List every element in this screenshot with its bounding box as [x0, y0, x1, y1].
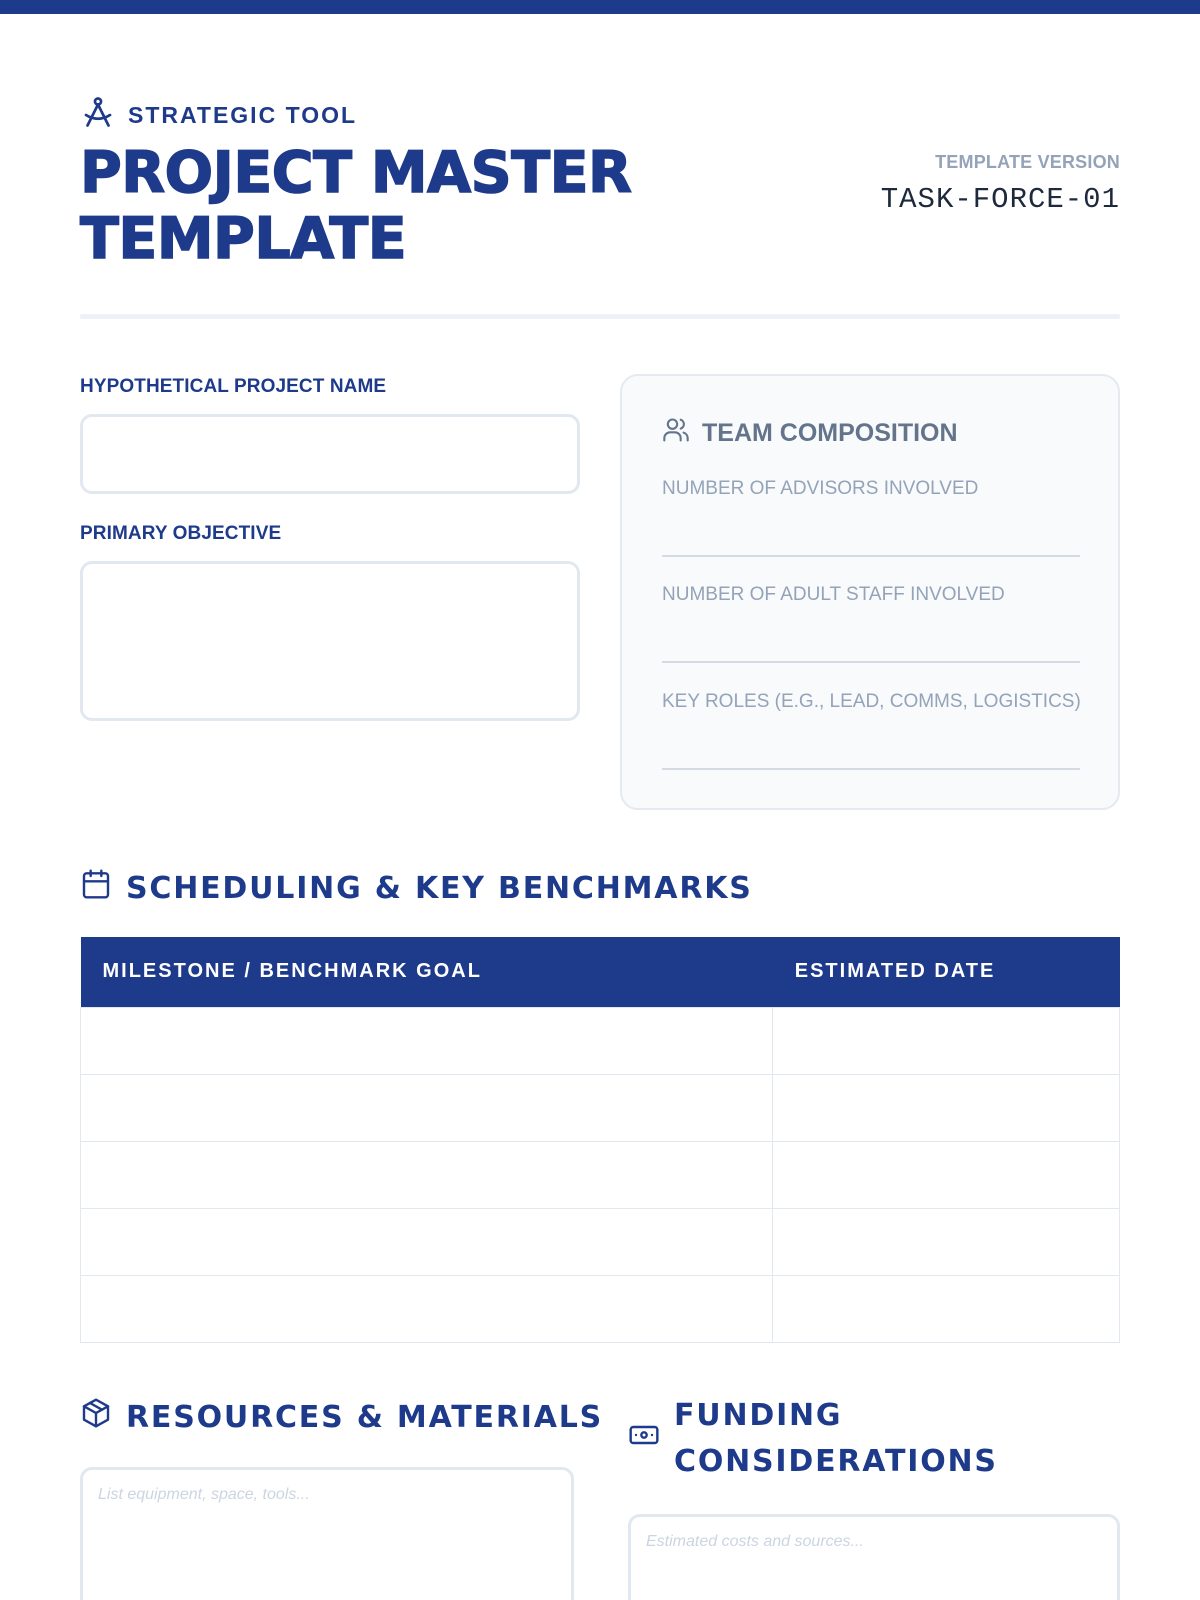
primary-objective-input[interactable] — [80, 561, 580, 721]
drafting-compass-icon — [80, 94, 116, 136]
table-row — [81, 1141, 1120, 1208]
date-cell[interactable] — [773, 1275, 1120, 1342]
staff-count-label: NUMBER OF ADULT STAFF INVOLVED — [662, 584, 1005, 605]
table-row — [81, 1208, 1120, 1275]
version-code: TASK-FORCE-01 — [880, 183, 1120, 216]
milestone-column-header: MILESTONE / BENCHMARK GOAL — [81, 937, 773, 1007]
milestone-cell[interactable] — [81, 1074, 773, 1141]
table-row — [81, 1074, 1120, 1141]
benchmarks-table — [80, 937, 1120, 1343]
milestone-cell[interactable] — [81, 1275, 773, 1342]
eyebrow — [80, 94, 357, 136]
funding-title-line2: CONSIDERATIONS — [674, 1444, 998, 1479]
scheduling-title-text: SCHEDULING & KEY BENCHMARKS — [126, 870, 753, 906]
banknote-icon — [628, 1419, 660, 1459]
key-roles-label: KEY ROLES (E.G., LEAD, COMMS, LOGISTICS) — [662, 691, 1081, 712]
date-cell[interactable] — [773, 1141, 1120, 1208]
staff-count-field[interactable] — [662, 661, 1080, 663]
table-row — [81, 1275, 1120, 1342]
funding-input[interactable]: Estimated costs and sources... — [628, 1514, 1120, 1600]
funding-title-line1: FUNDING — [674, 1398, 843, 1433]
milestone-cell[interactable] — [81, 1007, 773, 1074]
date-cell[interactable] — [773, 1007, 1120, 1074]
scheduling-section-title — [80, 868, 753, 908]
team-composition-card — [620, 374, 1120, 810]
resources-title-text: RESOURCES & MATERIALS — [126, 1399, 604, 1435]
page-title: PROJECT MASTER TEMPLATE — [80, 140, 632, 272]
date-column-header: ESTIMATED DATE — [773, 937, 1120, 1007]
team-composition-title — [662, 416, 958, 451]
funding-title-text — [674, 1393, 998, 1485]
table-header-row — [81, 937, 1120, 1007]
calendar-icon — [80, 868, 112, 908]
header-divider — [80, 314, 1120, 319]
project-name-input[interactable] — [80, 414, 580, 494]
primary-objective-label: PRIMARY OBJECTIVE — [80, 523, 282, 544]
version-label: TEMPLATE VERSION — [935, 152, 1120, 172]
advisors-count-label: NUMBER OF ADVISORS INVOLVED — [662, 478, 979, 499]
date-cell[interactable] — [773, 1208, 1120, 1275]
package-icon — [80, 1397, 112, 1437]
funding-section-title — [628, 1393, 998, 1485]
milestone-cell[interactable] — [81, 1141, 773, 1208]
team-title-text: TEAM COMPOSITION — [702, 419, 958, 447]
template-version — [860, 152, 1120, 223]
project-name-label: HYPOTHETICAL PROJECT NAME — [80, 376, 387, 397]
key-roles-field[interactable] — [662, 768, 1080, 770]
date-cell[interactable] — [773, 1074, 1120, 1141]
resources-section-title — [80, 1397, 603, 1437]
eyebrow-text: STRATEGIC TOOL — [128, 101, 358, 128]
table-row — [81, 1007, 1120, 1074]
advisors-count-field[interactable] — [662, 555, 1080, 557]
resources-input[interactable]: List equipment, space, tools... — [80, 1467, 574, 1600]
milestone-cell[interactable] — [81, 1208, 773, 1275]
users-icon — [662, 416, 690, 451]
top-accent-bar — [0, 0, 1200, 14]
